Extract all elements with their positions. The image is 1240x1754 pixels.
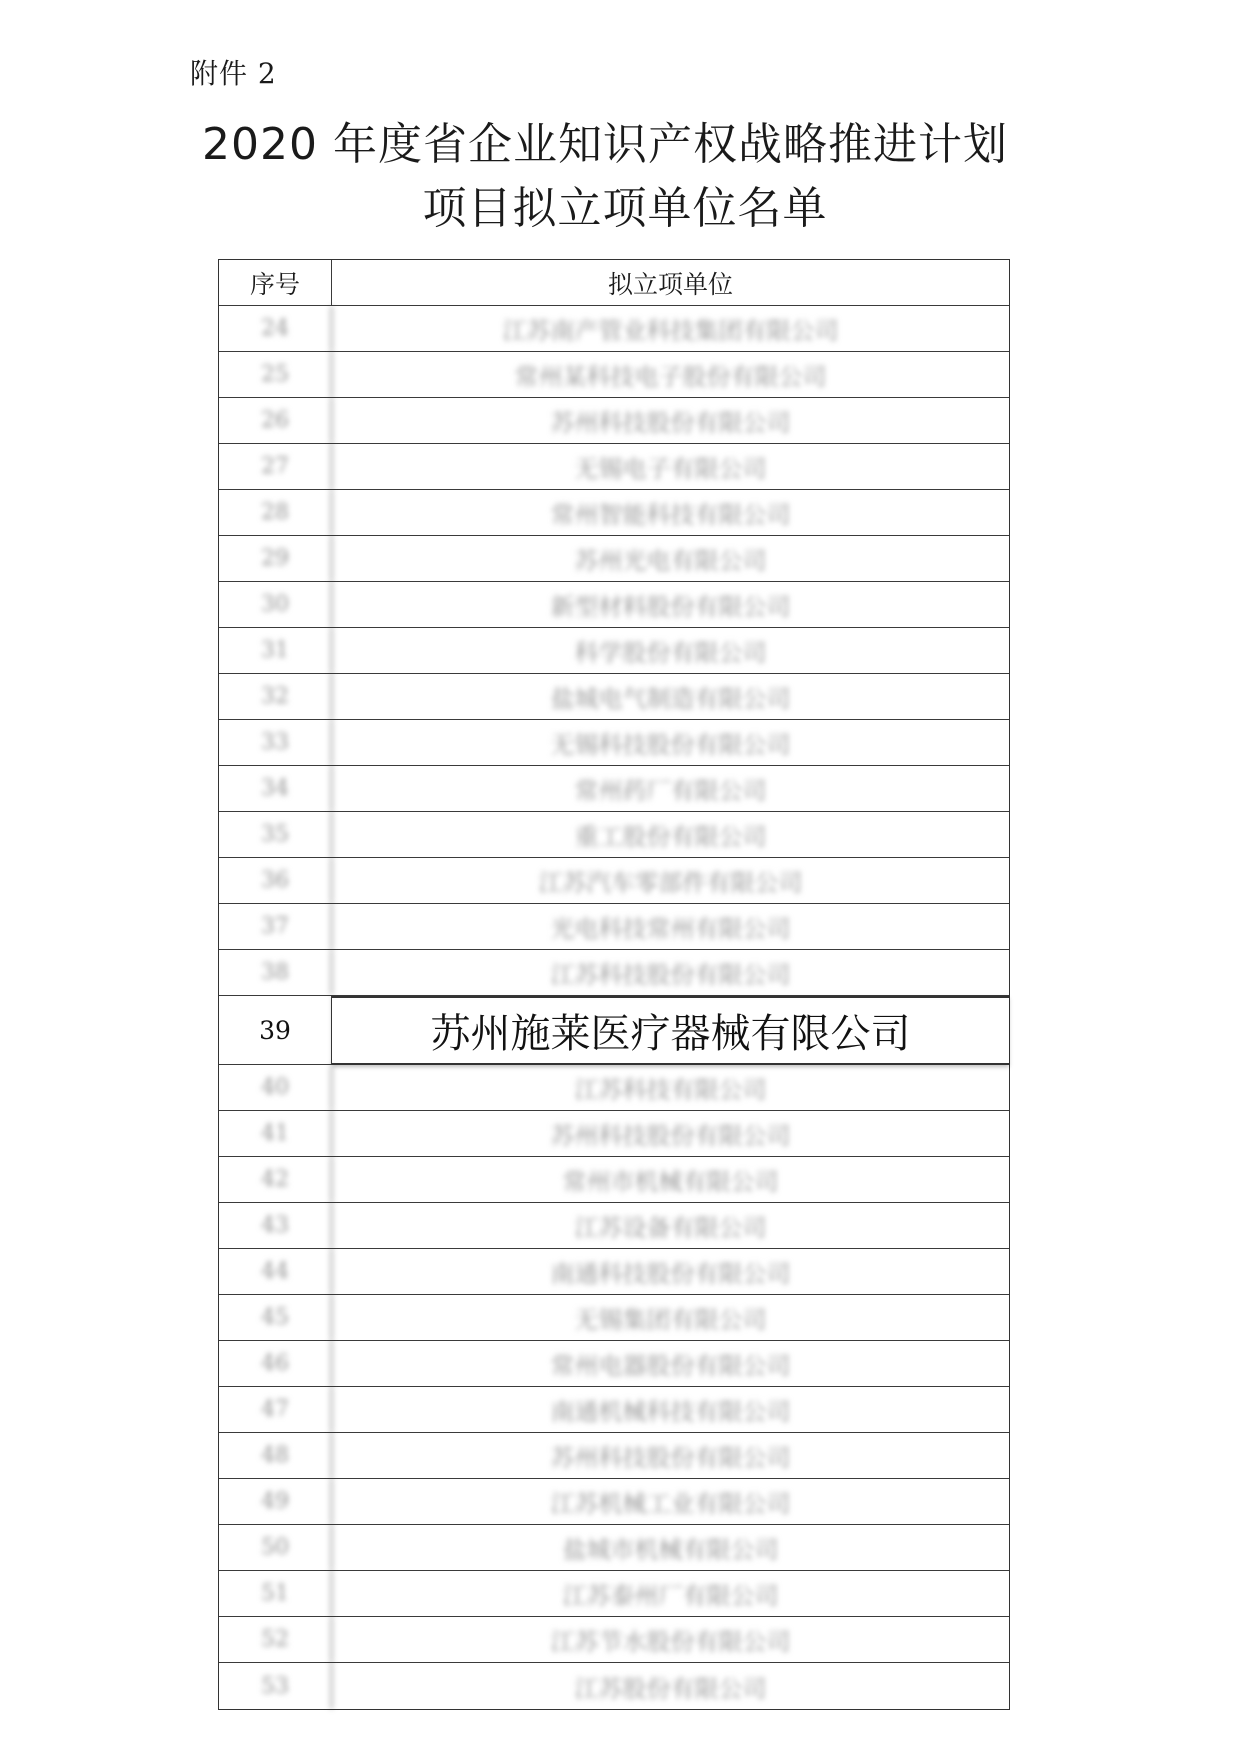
row-number: 33 [219, 720, 332, 765]
table-body [219, 306, 1009, 1709]
row-number: 38 [219, 950, 332, 995]
company-name: 无锡电子有限公司 [574, 455, 767, 483]
row-number: 24 [219, 306, 332, 351]
table-row [219, 1617, 1009, 1663]
row-number: 30 [219, 582, 332, 627]
table-row [219, 1295, 1009, 1341]
row-number: 48 [219, 1433, 332, 1478]
row-number: 35 [219, 812, 332, 857]
company-name: 盐城电气制造有限公司 [550, 685, 791, 713]
table-row [219, 1249, 1009, 1295]
company-name: 江苏泰州厂有限公司 [562, 1582, 779, 1610]
table-row [219, 1111, 1009, 1157]
table-row [219, 950, 1009, 996]
company-name: 科学股份有限公司 [574, 639, 767, 667]
table-row [219, 904, 1009, 950]
company-name: 常州某科技电子股份有限公司 [514, 363, 827, 391]
table-row [219, 812, 1009, 858]
table-row [219, 490, 1009, 536]
row-number: 47 [219, 1387, 332, 1432]
table-row-highlighted [219, 996, 1009, 1065]
company-name: 苏州科技股份有限公司 [550, 1122, 791, 1150]
company-name: 南通科技股份有限公司 [550, 1260, 791, 1288]
row-number: 44 [219, 1249, 332, 1294]
company-name: 苏州施莱医疗器械有限公司 [332, 996, 1009, 1065]
table-row [219, 1479, 1009, 1525]
company-name: 江苏南产管业科技集团有限公司 [502, 317, 839, 345]
company-name: 苏州科技股份有限公司 [550, 409, 791, 437]
row-number: 37 [219, 904, 332, 949]
column-header-unit: 拟立项单位 [607, 269, 733, 299]
table-row [219, 1157, 1009, 1203]
row-number: 49 [219, 1479, 332, 1524]
company-name: 重工股份有限公司 [574, 823, 767, 851]
table-row [219, 1065, 1009, 1111]
company-name: 江苏汽车零部件有限公司 [538, 869, 803, 897]
row-number: 28 [219, 490, 332, 535]
company-name: 江苏股份有限公司 [574, 1674, 767, 1703]
table-row [219, 720, 1009, 766]
table-row [219, 1571, 1009, 1617]
company-name: 江苏机械工业有限公司 [550, 1490, 791, 1518]
row-number: 25 [219, 352, 332, 397]
row-number: 53 [219, 1663, 332, 1709]
row-number: 29 [219, 536, 332, 581]
company-name: 常州药厂有限公司 [574, 777, 767, 805]
row-number: 50 [219, 1525, 332, 1570]
table-row [219, 1387, 1009, 1433]
row-number: 26 [219, 398, 332, 443]
row-number: 52 [219, 1617, 332, 1662]
table-row [219, 352, 1009, 398]
row-number: 40 [219, 1065, 332, 1110]
row-number: 27 [219, 444, 332, 489]
table-row [219, 306, 1009, 352]
table-row [219, 1663, 1009, 1709]
company-name: 苏州科技股份有限公司 [550, 1444, 791, 1472]
table-row [219, 582, 1009, 628]
row-number: 51 [219, 1571, 332, 1616]
row-number: 39 [219, 996, 332, 1064]
table-row [219, 628, 1009, 674]
company-name: 江苏节水股份有限公司 [550, 1628, 791, 1656]
company-name: 光电科技常州有限公司 [550, 915, 791, 943]
company-name: 常州电器股份有限公司 [550, 1352, 791, 1380]
table-row [219, 1433, 1009, 1479]
company-name: 江苏科技股份有限公司 [550, 961, 791, 989]
company-name: 盐城市机械有限公司 [562, 1536, 779, 1564]
row-number: 36 [219, 858, 332, 903]
page-subtitle: 项目拟立项单位名单 [422, 183, 828, 234]
table-row [219, 444, 1009, 490]
row-number: 34 [219, 766, 332, 811]
company-name: 无锡科技股份有限公司 [550, 731, 791, 759]
table-row [219, 536, 1009, 582]
table-row [219, 858, 1009, 904]
row-number: 41 [219, 1111, 332, 1156]
table-row [219, 766, 1009, 812]
row-number: 45 [219, 1295, 332, 1340]
company-name: 南通机械科技有限公司 [550, 1398, 791, 1426]
attachment-label: 附件 2 [190, 57, 277, 90]
company-name: 无锡集团有限公司 [574, 1306, 767, 1334]
row-number: 31 [219, 628, 332, 673]
page-title: 2020 年度省企业知识产权战略推进计划 [202, 119, 1008, 170]
company-name: 新型材料股份有限公司 [550, 593, 791, 621]
row-number: 32 [219, 674, 332, 719]
table-row [219, 1341, 1009, 1387]
row-number: 43 [219, 1203, 332, 1248]
company-list-table [218, 259, 1010, 1710]
company-name: 苏州光电有限公司 [574, 547, 767, 575]
table-row [219, 1203, 1009, 1249]
table-header-row [219, 260, 1009, 306]
company-name: 常州市机械有限公司 [562, 1168, 779, 1196]
table-row [219, 1525, 1009, 1571]
row-number: 46 [219, 1341, 332, 1386]
column-header-number: 序号 [219, 260, 332, 305]
row-number: 42 [219, 1157, 332, 1202]
company-name: 江苏科技有限公司 [574, 1076, 767, 1104]
table-row [219, 398, 1009, 444]
company-name: 江苏设备有限公司 [574, 1214, 767, 1242]
table-row [219, 674, 1009, 720]
company-name: 常州智能科技有限公司 [550, 501, 791, 529]
